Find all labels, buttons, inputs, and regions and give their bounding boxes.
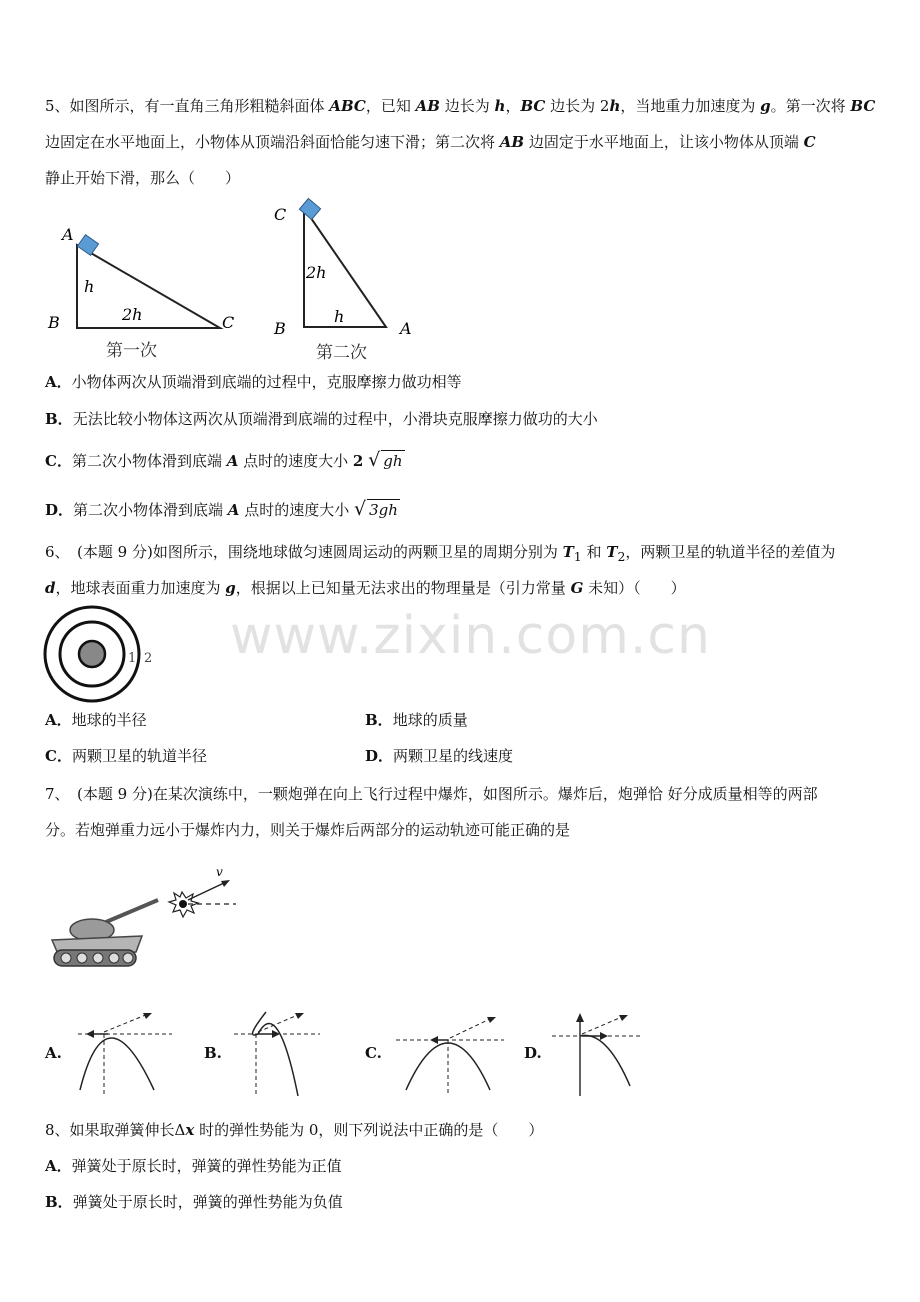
q6-orbit-figure <box>40 604 170 704</box>
trajectory-curve <box>580 1035 630 1086</box>
arrowhead-icon <box>221 880 230 887</box>
arrowhead-icon <box>295 1013 304 1019</box>
q6-option-b[interactable]: B．地球的质量 <box>365 711 468 729</box>
dashed-velocity <box>582 1016 624 1034</box>
tank-wheel <box>61 953 71 963</box>
dashed-velocity <box>258 1014 300 1032</box>
fig2-label-C: C <box>274 205 287 224</box>
triangle-first <box>77 245 220 328</box>
q6-stem-line-2: d，地球表面重力加速度为 g，根据以上已知量无法求出的物理量是（引力常量 G 未知）（ ） <box>45 579 686 597</box>
fig2-caption: 第二次 <box>316 343 367 363</box>
q5-stem-line-2: 边固定在水平地面上，小物体从顶端沿斜面恰能匀速下滑；第二次将 AB 边固定于水平地面上，让该小物体从顶端 C <box>45 133 816 151</box>
velocity-arrow <box>188 882 226 900</box>
q6-option-d[interactable]: D．两颗卫星的线速度 <box>365 747 514 765</box>
earth-icon <box>79 641 105 667</box>
block-icon <box>299 198 320 219</box>
tank-wheel <box>123 953 133 963</box>
fig2-label-A: A <box>400 319 412 338</box>
arrowhead-icon <box>86 1030 94 1038</box>
dashed-velocity <box>104 1014 148 1032</box>
q5-stem-line-3: 静止开始下滑，那么（ ） <box>45 169 241 187</box>
q6-option-c[interactable]: C．两颗卫星的轨道半径 <box>45 747 207 765</box>
cannon-barrel <box>106 900 158 922</box>
orbit-label-1: 1 <box>128 651 137 666</box>
q5-option-b[interactable]: B．无法比较小物体这两次从顶端滑到底端的过程中，小滑块克服摩擦力做功的大小 <box>45 410 598 428</box>
sqrt-expression: √ 3gh <box>353 498 398 520</box>
q5-figure-second <box>268 196 428 364</box>
q8-option-b[interactable]: B．弹簧处于原长时，弹簧的弹性势能为负值 <box>45 1193 343 1211</box>
tank-wheel <box>109 953 119 963</box>
tank-wheel <box>77 953 87 963</box>
velocity-label: v <box>216 865 223 879</box>
dashed-velocity <box>450 1018 492 1038</box>
q6-stem-line-1: 6、 (本题 9 分)如图所示，围绕地球做匀速圆周运动的两颗卫星的周期分别为 $T_1$ 和 $T_2$，两颗卫星的轨道半径的差值为 <box>45 543 836 564</box>
fig2-label-h: h <box>334 307 345 326</box>
q8-stem-line-1: 8、如果取弹簧伸长Δx 时的弹性势能为 0，则下列说法中正确的是（ ） <box>45 1121 544 1139</box>
q5-option-d[interactable]: D．第二次小物体滑到底端 A 点时的速度大小 √ 3gh <box>45 498 398 520</box>
q5-option-c[interactable]: C．第二次小物体滑到底端 A 点时的速度大小 2 √ gh <box>45 449 403 471</box>
watermark: www.zixin.com.cn <box>230 606 711 666</box>
fig1-label-C: C <box>222 313 235 332</box>
q5-option-a[interactable]: A．小物体两次从顶端滑到底端的过程中，克服摩擦力做功相等 <box>45 373 462 391</box>
q6-option-a[interactable]: A．地球的半径 <box>45 711 147 729</box>
sqrt-expression: √ gh <box>368 449 403 471</box>
fig2-label-B: B <box>274 319 286 338</box>
q5-figure-first <box>40 222 250 362</box>
q7-option-a-label[interactable]: A. <box>45 1044 62 1062</box>
arrowhead-icon <box>619 1015 628 1021</box>
fig1-label-h: h <box>84 277 95 296</box>
q7-stem-line-2: 分。若炮弹重力远小于爆炸内力，则关于爆炸后两部分的运动轨迹可能正确的是 <box>45 821 571 839</box>
q7-option-d-figure[interactable] <box>546 1010 646 1098</box>
fig1-label-2h: 2h <box>122 305 143 324</box>
shell-icon <box>179 900 187 908</box>
q5-stem-line-1: 5、如图所示，有一直角三角形粗糙斜面体 ABC，已知 AB 边长为 h，BC 边长为 2h，当地重力加速度为 g。第一次将 BC <box>45 97 876 115</box>
block-icon <box>77 235 98 256</box>
arrowhead-icon <box>600 1032 608 1040</box>
fig1-caption: 第一次 <box>106 341 157 361</box>
q7-option-a-figure[interactable] <box>70 1010 180 1098</box>
orbit-label-2: 2 <box>144 651 153 666</box>
tank-wheel <box>93 953 103 963</box>
q7-stem-line-1: 7、 (本题 9 分)在某次演练中，一颗炮弹在向上飞行过程中爆炸，如图所示。爆炸后，炮弹恰 好分成质量相等的两部 <box>45 785 818 803</box>
arrowhead-icon <box>430 1036 438 1044</box>
trajectory-curve <box>80 1038 154 1090</box>
fig1-label-A: A <box>62 225 74 244</box>
arrowhead-icon <box>576 1013 584 1022</box>
q7-option-b-figure[interactable] <box>228 1010 328 1098</box>
q8-option-a[interactable]: A．弹簧处于原长时，弹簧的弹性势能为正值 <box>45 1157 342 1175</box>
q7-option-b-label[interactable]: B. <box>204 1044 222 1062</box>
q7-option-c-label[interactable]: C. <box>365 1044 382 1062</box>
fig1-label-B: B <box>48 313 60 332</box>
fig2-label-2h: 2h <box>306 263 327 282</box>
q7-tank-figure <box>46 862 246 974</box>
q7-option-c-figure[interactable] <box>390 1010 510 1098</box>
q7-option-d-label[interactable]: D. <box>524 1044 542 1062</box>
